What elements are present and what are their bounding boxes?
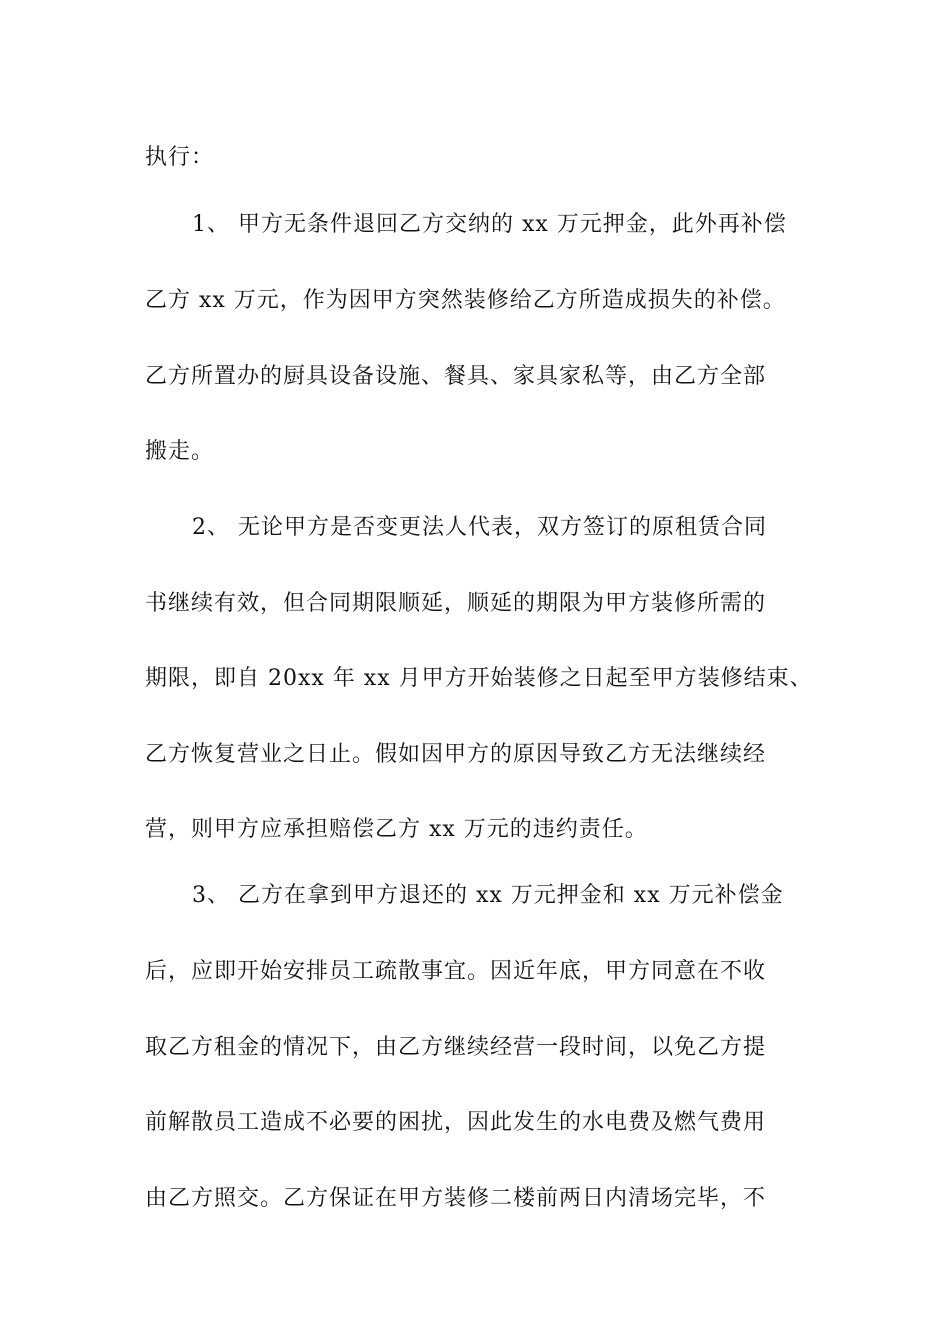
text-line: 乙方所置办的厨具设备设施、餐具、家具家私等，由乙方全部	[145, 364, 767, 389]
text-line: 由乙方照交。乙方保证在甲方装修二楼前两日内清场完毕，不	[145, 1186, 767, 1211]
text-line: 取乙方租金的情况下，由乙方继续经营一段时间，以免乙方提	[145, 1035, 767, 1060]
clause-3-line: 3、 乙方在拿到甲方退还的 xx 万元押金和 xx 万元补偿金	[192, 883, 784, 908]
text-line: 乙方恢复营业之日止。假如因甲方的原因导致乙方无法继续经	[145, 742, 767, 767]
text-line: 乙方 xx 万元，作为因甲方突然装修给乙方所造成损失的补偿。	[145, 288, 786, 313]
clause-2-line: 2、 无论甲方是否变更法人代表，双方签订的原租赁合同	[192, 515, 767, 540]
text-line: 书继续有效，但合同期限顺延，顺延的期限为甲方装修所需的	[145, 591, 767, 616]
text-line: 前解散员工造成不必要的困扰，因此发生的水电费及燃气费用	[145, 1110, 767, 1135]
text-line: 搬走。	[145, 439, 215, 464]
text-line: 后，应即开始安排员工疏散事宜。因近年底，甲方同意在不收	[145, 959, 767, 984]
text-line: 期限，即自 20xx 年 xx 月甲方开始装修之日起至甲方装修结束、	[145, 666, 813, 691]
clause-1-line: 1、 甲方无条件退回乙方交纳的 xx 万元押金，此外再补偿	[192, 212, 787, 237]
text-line: 营，则甲方应承担赔偿乙方 xx 万元的违约责任。	[145, 817, 648, 842]
text-line: 执行：	[145, 145, 215, 170]
